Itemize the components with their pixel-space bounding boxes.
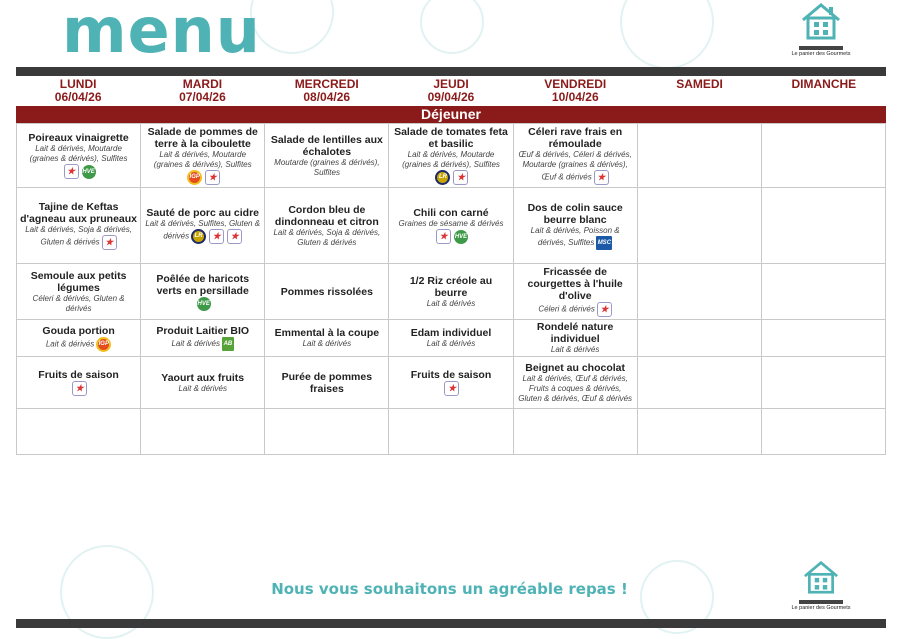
allergens-text: Lait & dérivés, Œuf & dérivés, Fruits à coques & dérivés, Gluten & dérivés, Œuf & dérivés [518, 373, 633, 403]
allergens-text: Céleri & dérivés [538, 304, 595, 314]
menu-cell [513, 264, 637, 320]
star-icon: ★ [227, 229, 242, 244]
menu-cell [761, 264, 885, 320]
menu-cell [17, 264, 141, 320]
allergens-text: Moutarde (graines & dérivés), Sulfites [274, 157, 380, 177]
hve-icon: HVE [197, 297, 211, 311]
dish-name: Poireaux vinaigrette [28, 132, 129, 144]
allergen-line [144, 337, 261, 351]
menu-cell [389, 264, 513, 320]
allergen-line [144, 150, 261, 185]
allergens-text: Graines de sésame & dérivés [398, 219, 504, 228]
menu-cell [637, 320, 761, 357]
day-name: JEUDI [433, 77, 469, 91]
label-badges [187, 170, 220, 185]
allergen-line [392, 299, 509, 309]
star-icon: ★ [453, 170, 468, 185]
allergens-text: Œuf & dérivés, Céleri & dérivés, Moutarde (graines & dérivés), Œuf & dérivés [518, 150, 632, 182]
dish-name: Gouda portion [42, 324, 115, 337]
allergen-line [268, 339, 385, 349]
dish-name: Salade de pommes de terre à la ciboulette [147, 126, 258, 150]
star-icon: ★ [102, 235, 117, 250]
dish-name: Sauté de porc au cidre [146, 207, 260, 219]
day-date: 07/04/26 [179, 90, 226, 104]
allergen-line [20, 225, 137, 250]
allergen-line [392, 339, 509, 349]
menu-row [17, 357, 886, 409]
label-badges [102, 235, 117, 250]
dish-name: Emmental à la coupe [274, 327, 380, 339]
menu-cell [265, 409, 389, 455]
dish-name: Purée de pommes fraises [281, 370, 373, 395]
menu-cell [265, 357, 389, 409]
dish-name: Céleri rave frais en rémoulade [528, 126, 623, 150]
menu-cell [637, 409, 761, 455]
menu-cell [17, 357, 141, 409]
brand-name: Le panier des Gourmets [791, 51, 851, 57]
allergen-line [20, 381, 137, 396]
star-icon: ★ [205, 170, 220, 185]
menu-cell [17, 188, 141, 264]
menu-cell [761, 320, 885, 357]
label-badges [597, 302, 612, 317]
day-date: 08/04/26 [303, 90, 351, 104]
house-icon [799, 2, 843, 40]
menu-cell [389, 320, 513, 357]
menu-cell [513, 409, 637, 455]
menu-cell [389, 357, 513, 409]
menu-cell [513, 124, 637, 188]
label-badges [96, 337, 111, 352]
label-badges [197, 297, 211, 311]
menu-cell [141, 264, 265, 320]
allergens-text: Lait & dérivés [178, 383, 227, 393]
dish-name: Yaourt aux fruits [161, 371, 245, 384]
menu-row [17, 124, 886, 188]
label-rouge-icon: LR [435, 170, 450, 185]
menu-cell [265, 188, 389, 264]
brand-logo [791, 2, 851, 57]
menu-cell [141, 188, 265, 264]
allergens-text: Lait & dérivés [45, 339, 95, 349]
logo-bar [799, 600, 843, 604]
menu-cell [141, 409, 265, 455]
day-date: 10/04/26 [551, 90, 599, 104]
label-badges [191, 229, 242, 244]
dish-name: Salade de tomates feta et basilic [394, 126, 508, 150]
brand-logo-footer [791, 560, 851, 611]
allergens-text: Lait & dérivés, Soja & dérivés, Gluten & dérivés [25, 225, 132, 247]
page-title: menu [62, 0, 261, 67]
ab-bio-icon: AB [222, 337, 234, 351]
hve-icon: HVE [454, 230, 468, 244]
allergen-line [20, 294, 137, 314]
menu-cell [265, 320, 389, 357]
allergen-line [144, 384, 261, 394]
allergen-line [144, 297, 261, 311]
dish-name: Pommes rissolées [280, 285, 373, 298]
allergen-line [268, 228, 385, 248]
dish-name: Fruits de saison [38, 369, 119, 381]
menu-cell [389, 124, 513, 188]
day-date: 09/04/26 [427, 90, 475, 104]
menu-cell [265, 264, 389, 320]
dish-name: Poêlée de haricots verts en persillade [156, 272, 250, 297]
dish-name: Rondelé nature individuel [536, 321, 614, 345]
dish-name: 1/2 Riz créole au beurre [409, 274, 493, 299]
background-decoration [420, 0, 484, 54]
label-badges [444, 381, 459, 396]
igp-icon: IGP [96, 337, 111, 352]
dish-name: Cordon bleu de dindonneau et citron [274, 203, 379, 228]
background-decoration [620, 0, 714, 69]
dish-name: Semoule aux petits légumes [30, 269, 127, 294]
allergens-text: Lait & dérivés, Moutarde (graines & dérivés), Sulfites [402, 150, 500, 169]
allergen-line [144, 219, 261, 244]
day-header [637, 78, 761, 106]
menu-cell [513, 188, 637, 264]
menu-cell [637, 124, 761, 188]
menu-cell [637, 188, 761, 264]
day-name: SAMEDI [676, 77, 723, 91]
allergen-line [392, 150, 509, 185]
dish-name: Fricassée de courgettes à l'huile d'olive [527, 266, 623, 302]
allergens-text: Lait & dérivés, Soja & dérivés, Gluten & dérivés [273, 227, 381, 247]
allergen-line [392, 381, 509, 396]
label-badges [596, 236, 612, 250]
star-icon: ★ [209, 229, 224, 244]
star-icon: ★ [444, 381, 459, 396]
star-icon: ★ [594, 170, 609, 185]
menu-cell [513, 320, 637, 357]
star-icon: ★ [597, 302, 612, 317]
menu-cell [141, 320, 265, 357]
day-header [762, 78, 886, 106]
allergens-text: Lait & dérivés [426, 298, 476, 308]
days-header [16, 78, 886, 106]
dish-name: Beignet au chocolat [525, 361, 626, 374]
bottom-bar [16, 619, 886, 628]
msc-icon: MSC [596, 236, 612, 250]
menu-cell [141, 357, 265, 409]
allergen-line [20, 144, 137, 179]
top-bar [16, 67, 886, 76]
menu-cell [761, 409, 885, 455]
allergens-text: Lait & dérivés, Moutarde (graines & dérivés), Sulfites [153, 150, 252, 169]
dish-name: Fruits de saison [410, 369, 492, 381]
allergen-line [517, 374, 634, 404]
allergens-text: Céleri & dérivés, Gluten & dérivés [32, 293, 125, 313]
menu-cell [141, 124, 265, 188]
day-date: 06/04/26 [54, 90, 102, 104]
dish-name: Produit Laitier BIO [156, 325, 250, 337]
day-header [265, 78, 389, 106]
logo-bar [799, 46, 843, 50]
menu-cell [17, 124, 141, 188]
menu-cell [265, 124, 389, 188]
allergens-text: Lait & dérivés [302, 339, 352, 348]
menu-row [17, 188, 886, 264]
label-badges [222, 337, 234, 351]
allergen-line [517, 150, 634, 185]
menu-row [17, 409, 886, 455]
label-badges [64, 164, 96, 179]
day-name: LUNDI [59, 77, 97, 91]
day-name: MARDI [182, 77, 223, 91]
menu-cell [637, 264, 761, 320]
label-badges [72, 381, 87, 396]
star-icon: ★ [436, 229, 451, 244]
label-rouge-icon: LR [191, 229, 206, 244]
day-name: DIMANCHE [791, 77, 857, 91]
allergen-line [517, 302, 634, 317]
dish-name: Chili con carné [413, 207, 489, 219]
day-name: VENDREDI [544, 77, 607, 91]
dish-name: Edam individuel [410, 327, 492, 339]
menu-cell [761, 357, 885, 409]
allergen-line [392, 219, 509, 244]
dish-name: Tajine de Keftas d'agneau aux pruneaux [20, 201, 137, 225]
menu-grid [16, 123, 886, 455]
menu-cell [513, 357, 637, 409]
allergen-line [517, 345, 634, 355]
brand-name: Le panier des Gourmets [791, 605, 851, 611]
house-icon [801, 560, 841, 594]
meal-title: Déjeuner [16, 106, 886, 123]
day-header [140, 78, 264, 106]
allergens-text: Lait & dérivés, Poisson & dérivés, Sulfites [530, 225, 620, 247]
background-decoration [250, 0, 334, 54]
allergen-line [20, 337, 137, 352]
slogan: Nous vous souhaitons un agréable repas ! [271, 580, 628, 598]
allergens-text: Lait & dérivés [171, 339, 220, 349]
menu-cell [761, 188, 885, 264]
allergen-line [517, 226, 634, 250]
menu-row [17, 264, 886, 320]
day-name: MERCREDI [294, 77, 359, 91]
menu-cell [389, 409, 513, 455]
menu-cell [389, 188, 513, 264]
allergen-line [268, 158, 385, 178]
hve-icon: HVE [82, 165, 96, 179]
menu-cell [761, 124, 885, 188]
allergens-text: Lait & dérivés, Sulfites, Gluten & dérivés [145, 219, 261, 241]
day-header [389, 78, 513, 106]
allergens-text: Lait & dérivés [426, 339, 476, 348]
label-badges [435, 170, 468, 185]
allergens-text: Lait & dérivés, Moutarde (graines & dérivés), Sulfites [29, 144, 128, 163]
menu-cell [637, 357, 761, 409]
menu-row [17, 320, 886, 357]
day-header [16, 78, 140, 106]
dish-name: Salade de lentilles aux échalotes [270, 133, 383, 158]
label-badges [436, 229, 468, 244]
menu-cell [17, 320, 141, 357]
label-badges [594, 170, 609, 185]
star-icon: ★ [72, 381, 87, 396]
igp-icon: IGP [187, 170, 202, 185]
allergens-text: Lait & dérivés [550, 345, 600, 354]
menu-cell [17, 409, 141, 455]
dish-name: Dos de colin sauce beurre blanc [527, 201, 623, 226]
star-icon: ★ [64, 164, 79, 179]
day-header [513, 78, 637, 106]
